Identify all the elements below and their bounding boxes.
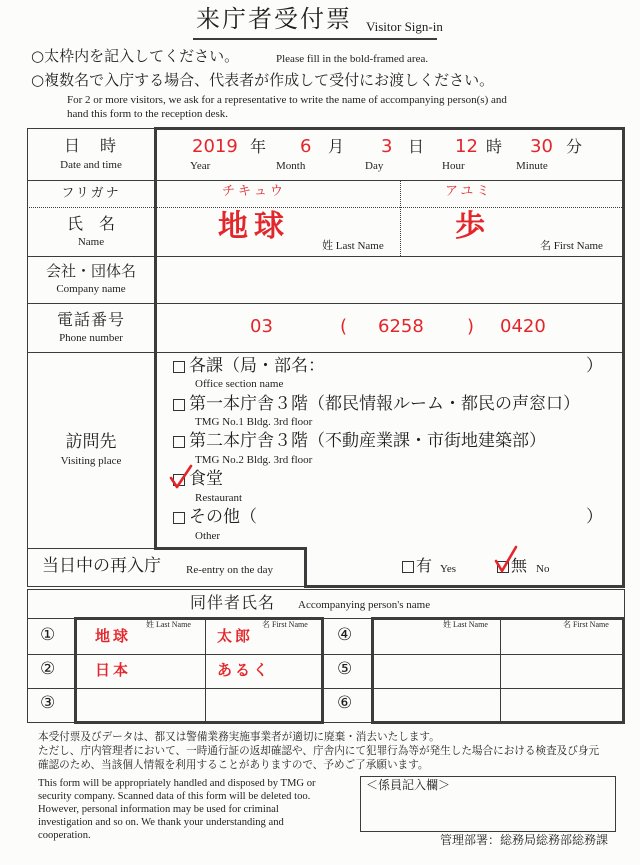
instruction-1: ○太枠内を記入してください。 [31, 47, 240, 65]
label-en: Phone number [59, 332, 123, 344]
month-value[interactable]: 6 [300, 136, 312, 157]
furigana-first-name[interactable]: アユミ [445, 184, 493, 199]
reentry-label: 当日中の再入庁 [42, 556, 161, 576]
year-caption: Year [190, 160, 211, 172]
person-number: ③ [40, 693, 56, 713]
day-value[interactable]: 3 [381, 136, 393, 157]
instruction-2-english-line: hand this form to the reception desk. [67, 108, 228, 120]
staff-use-label: ＜係員記入欄＞ [366, 778, 451, 792]
notice-en-line: cooperation. [38, 830, 91, 841]
hour-value[interactable]: 12 [455, 136, 478, 157]
label-ja: 日 時 [63, 136, 118, 156]
phone-number[interactable]: 0420 [500, 316, 546, 337]
minute-value[interactable]: 30 [530, 136, 553, 157]
instruction-1-english: Please fill in the bold-framed area. [276, 53, 429, 65]
check-mark-icon [169, 464, 193, 488]
hour-unit: 時 [486, 137, 503, 156]
year-value[interactable]: 2019 [192, 136, 238, 157]
last-name-caption: 姓 Last Name [146, 620, 191, 629]
person-1-last-name[interactable]: 地球 [95, 627, 132, 645]
label-ja: 氏 名 [66, 213, 115, 233]
phone-label [27, 303, 155, 352]
phone-close-paren: ) [467, 316, 475, 337]
table-rule [624, 589, 625, 619]
table-rule [27, 589, 28, 723]
phone-exchange[interactable]: 6258 [378, 316, 424, 337]
person-number: ⑥ [337, 693, 353, 713]
date-time-label [27, 128, 155, 180]
first-name-caption: 名 First Name [540, 240, 603, 252]
reentry-no-label: 無 [511, 556, 528, 575]
reentry-yes-label: 有 [416, 556, 433, 575]
option-tmg-no2-english: TMG No.2 Bldg. 3rd floor [195, 454, 313, 466]
first-name-value[interactable]: 歩 [455, 209, 485, 244]
table-rule [27, 589, 624, 590]
label-en: Date and time [60, 158, 122, 171]
notice-ja-line: 本受付票及びデータは、都又は警備業務実施事業者が適切に廃棄・消去いたします。 [38, 731, 440, 743]
option-office-section-english: Office section name [195, 378, 284, 390]
notice-en-line: However, personal information may be used for criminal [38, 804, 279, 815]
tmg-no1-checkbox[interactable] [173, 399, 185, 411]
instruction-2-english-line: For 2 or more visitors, we ask for a representative to write the name of accompanying person(s) and [67, 94, 507, 106]
last-name-caption: 姓 Last Name [322, 240, 384, 252]
label-en: Visiting place [60, 455, 122, 468]
dotted-rule [400, 180, 401, 256]
person-number: ② [40, 659, 56, 679]
table-rule [323, 722, 372, 723]
reentry-yes-english: Yes [440, 563, 457, 575]
notice-en-line: investigation and so on. We thank your understanding and [38, 817, 284, 828]
day-caption: Day [365, 160, 384, 172]
visiting-place-label [27, 352, 155, 548]
reentry-label-english: Re-entry on the day [186, 564, 274, 576]
department: 管理部署：総務局総務部総務課 [440, 833, 609, 847]
hour-caption: Hour [442, 160, 465, 172]
option-other: その他（ [189, 507, 257, 527]
tmg-no2-checkbox[interactable] [173, 436, 185, 448]
title-underline [193, 38, 437, 40]
bold-frame [622, 127, 625, 588]
table-rule [27, 654, 75, 655]
option-close-paren: ） [586, 356, 603, 376]
other-checkbox[interactable] [173, 512, 185, 524]
year-unit: 年 [250, 137, 267, 156]
option-tmg-no1: 第一本庁舎３階（都民情報ルーム・都民の声窓口） [189, 394, 580, 414]
notice-en-line: security company. Scanned data of this form will be deleted too. [38, 791, 311, 802]
option-restaurant: 食堂 [189, 469, 223, 489]
label-ja: 電話番号 [56, 309, 125, 329]
accompanying-header: 同伴者氏名 [190, 593, 276, 612]
option-tmg-no1-english: TMG No.1 Bldg. 3rd floor [195, 416, 313, 428]
label-ja: 会社・団体名 [45, 262, 136, 281]
instruction-2: ○複数名で入庁する場合、代表者が作成して受付にお渡しください。 [31, 71, 495, 89]
table-rule [77, 654, 321, 655]
minute-caption: Minute [516, 160, 548, 172]
label-ja: フリガナ [61, 185, 121, 201]
person-2-first-name[interactable]: あるく [217, 661, 272, 679]
table-rule [27, 688, 75, 689]
check-mark-icon [494, 545, 518, 573]
last-name-caption: 姓 Last Name [443, 620, 488, 629]
table-rule [27, 722, 75, 723]
person-number: ① [40, 625, 56, 645]
form-title: 来庁者受付票 [196, 5, 352, 33]
option-tmg-no2: 第二本庁舎３階（不動産業課・市街地建築部） [189, 431, 546, 451]
person-number: ⑤ [337, 659, 353, 679]
name-label [27, 207, 155, 256]
phone-open-paren: ( [340, 316, 348, 337]
reentry-yes-checkbox[interactable] [402, 561, 414, 573]
table-rule [323, 688, 372, 689]
table-rule [27, 586, 306, 587]
furigana-last-name[interactable]: チキュウ [222, 184, 287, 199]
last-name-value[interactable]: 地球 [218, 209, 290, 244]
label-en: Company name [56, 283, 126, 296]
table-rule [77, 688, 321, 689]
company-label [27, 256, 155, 303]
label-en: Name [77, 236, 105, 248]
first-name-caption: 名 First Name [262, 620, 308, 629]
option-other-english: Other [195, 530, 221, 542]
person-1-first-name[interactable]: 太郎 [217, 627, 254, 645]
option-close-paren: ） [586, 507, 603, 527]
notice-ja-line: ただし、庁内管理者において、一時通行証の返却確認や、庁舎内にて犯罪行為等が発生した場合における検査及び身元 [38, 745, 600, 757]
table-rule [205, 620, 206, 721]
notice-en-line: This form will be appropriately handled and disposed by TMG or [38, 778, 316, 789]
person-2-last-name[interactable]: 日本 [95, 661, 132, 679]
table-rule [500, 620, 501, 721]
bold-frame [304, 585, 625, 588]
form-title-english: Visitor Sign-in [366, 19, 443, 34]
accompanying-right-frame [371, 617, 625, 724]
table-rule [323, 654, 372, 655]
bold-frame [304, 547, 307, 588]
bold-frame [154, 127, 625, 130]
company-field[interactable] [157, 258, 620, 302]
bold-frame [154, 547, 307, 550]
table-rule [27, 548, 155, 549]
table-rule [374, 654, 622, 655]
furigana-label [27, 180, 155, 207]
label-ja: 訪問先 [65, 431, 117, 452]
person-number: ④ [337, 625, 353, 645]
first-name-caption: 名 First Name [563, 620, 609, 629]
minute-unit: 分 [566, 137, 583, 156]
reentry-no-english: No [536, 563, 550, 575]
month-unit: 月 [328, 137, 345, 156]
table-rule [374, 688, 622, 689]
month-caption: Month [276, 160, 306, 172]
option-office-section: 各課（局・部名： [189, 356, 325, 376]
accompanying-header-english: Accompanying person's name [298, 599, 431, 611]
option-restaurant-english: Restaurant [195, 492, 243, 504]
day-unit: 日 [408, 137, 425, 156]
notice-ja-line: 確認のため、当該個人情報を利用することがありますので、予めご了承願います。 [38, 759, 429, 771]
phone-area-code[interactable]: 03 [250, 316, 273, 337]
office-section-checkbox[interactable] [173, 361, 185, 373]
